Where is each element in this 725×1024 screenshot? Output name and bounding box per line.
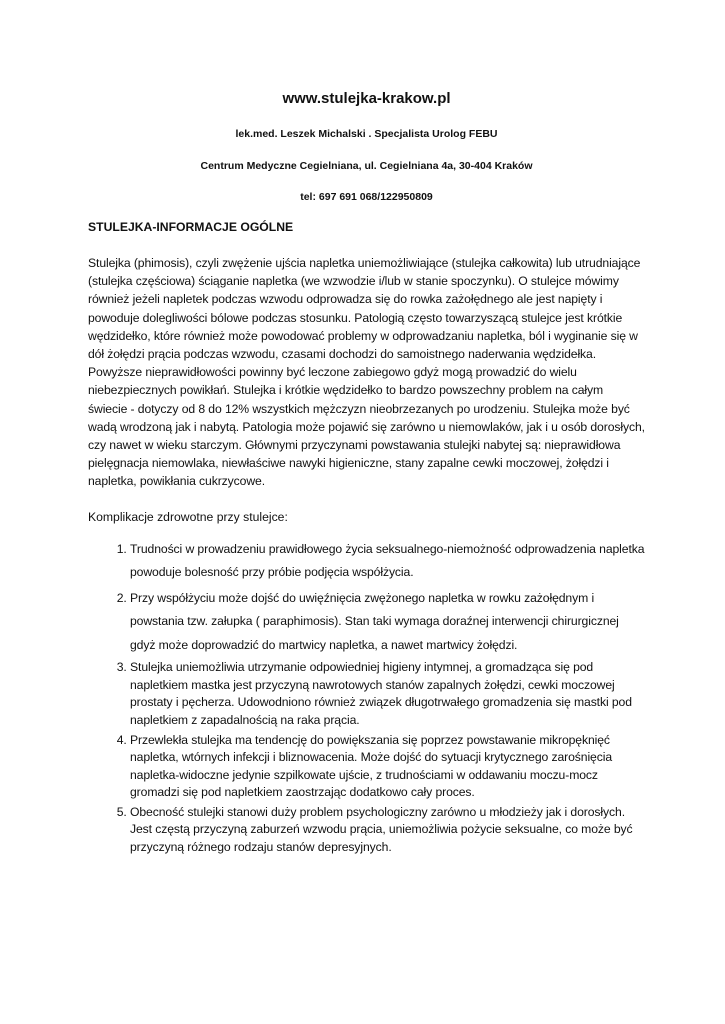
list-item: 4. Przewlekła stulejka ma tendencję do powiększania się poprzez powstawanie mikropęknięć napletka, wtórnych infekcji i bliznowacenia. Może dojść do sytuacji krytycznego zarośnięcia napletka-widoczne jedynie szpilkowate ujście, z trudnościami w oddawaniu moczu-mocz gromadzi się pod napletkiem zaostrzając dodatkowo cały proces. xyxy=(130,732,645,802)
clinic-address: Centrum Medyczne Cegielniana, ul. Cegielniana 4a, 30-404 Kraków xyxy=(200,160,533,172)
list-item: 1. Trudności w prowadzeniu prawidłowego życia seksualnego-niemożność odprowadzenia napletka powoduje bolesność przy próbie podjęcia współżycia. xyxy=(130,538,645,585)
doctor-line: lek.med. Leszek Michalski . Specjalista Urolog FEBU xyxy=(235,128,498,140)
complications-lead: Komplikacje zdrowotne przy stulejce: xyxy=(88,509,288,524)
list-item: 3. Stulejka uniemożliwia utrzymanie odpowiedniej higieny intymnej, a gromadząca się pod napletkiem mastka jest przyczyną nawrotowych stanów zapalnych żołędzi, cewki moczowej prostaty i pęcherza. Udowodniono również związek długotrwałego gromadzenia się mastki pod napletkiem z zapadalnością na raka prącia. xyxy=(130,659,645,729)
phone-line: tel: 697 691 068/122950809 xyxy=(300,191,433,203)
list-item: 2. Przy współżyciu może dojść do uwięźnięcia zwężonego napletka w rowku zażołędnym i powstania tzw. załupka ( paraphimosis). Stan taki wymaga doraźnej interwencji chirurgicznej gdyż może doprowadzić do martwicy napletka, a nawet martwicy żołędzi. xyxy=(130,587,645,658)
section-title: STULEJKA-INFORMACJE OGÓLNE xyxy=(88,220,294,234)
website-title: www.stulejka-krakow.pl xyxy=(282,90,451,107)
complications-list xyxy=(88,538,645,857)
intro-paragraph: Stulejka (phimosis), czyli zwężenie ujścia napletka uniemożliwiające (stulejka całkowita) lub utrudniające (stulejka częściowa) ściąganie napletka (we wzwodzie i/lub w stanie spoczynku). O stulejce mówimy również jeżeli napletek podczas wzwodu odprowadza się do rowka zażołędnego ale jest napięty i powoduje dolegliwości bólowe podczas stosunku. Patologią często towarzyszącą stulejce jest krótkie wędzidełko, które również może powodować problemy w odprowadzaniu napletka, ból i wyginanie się w dół żołędzi prącia podczas wzwodu, czasami dochodzi do samoistnego naderwania wędzidełka. Powyższe nieprawidłowości powinny być leczone zabiegowo gdyż mogą prowadzić do wielu niebezpiecznych powikłań. Stulejka i krótkie wędzidełko to bardzo powszechny problem na całym świecie - dotyczy od 8 do 12% wszystkich mężczyzn nieobrzezanych po urodzeniu. Stulejka może być wadą wrodzoną jak i nabytą. Patologia może pojawić się zarówno u niemowlaków, jak i u osób dorosłych, czy nawet w wieku starczym. Głównymi przyczynami powstawania stulejki nabytej są: nieprawidłowa pielęgnacja niemowlaka, niewłaściwe nawyki higieniczne, stany zapalne cewki moczowej, żołędzi i napletka, powikłania cukrzycowe. xyxy=(88,256,645,489)
list-item: 5. Obecność stulejki stanowi duży problem psychologiczny zarówno u młodzieży jak i dorosłych. Jest częstą przyczyną zaburzeń wzwodu prącia, uniemożliwia pożycie seksualne, co może być przyczyną różnego rodzaju stanów depresyjnych. xyxy=(130,804,645,857)
